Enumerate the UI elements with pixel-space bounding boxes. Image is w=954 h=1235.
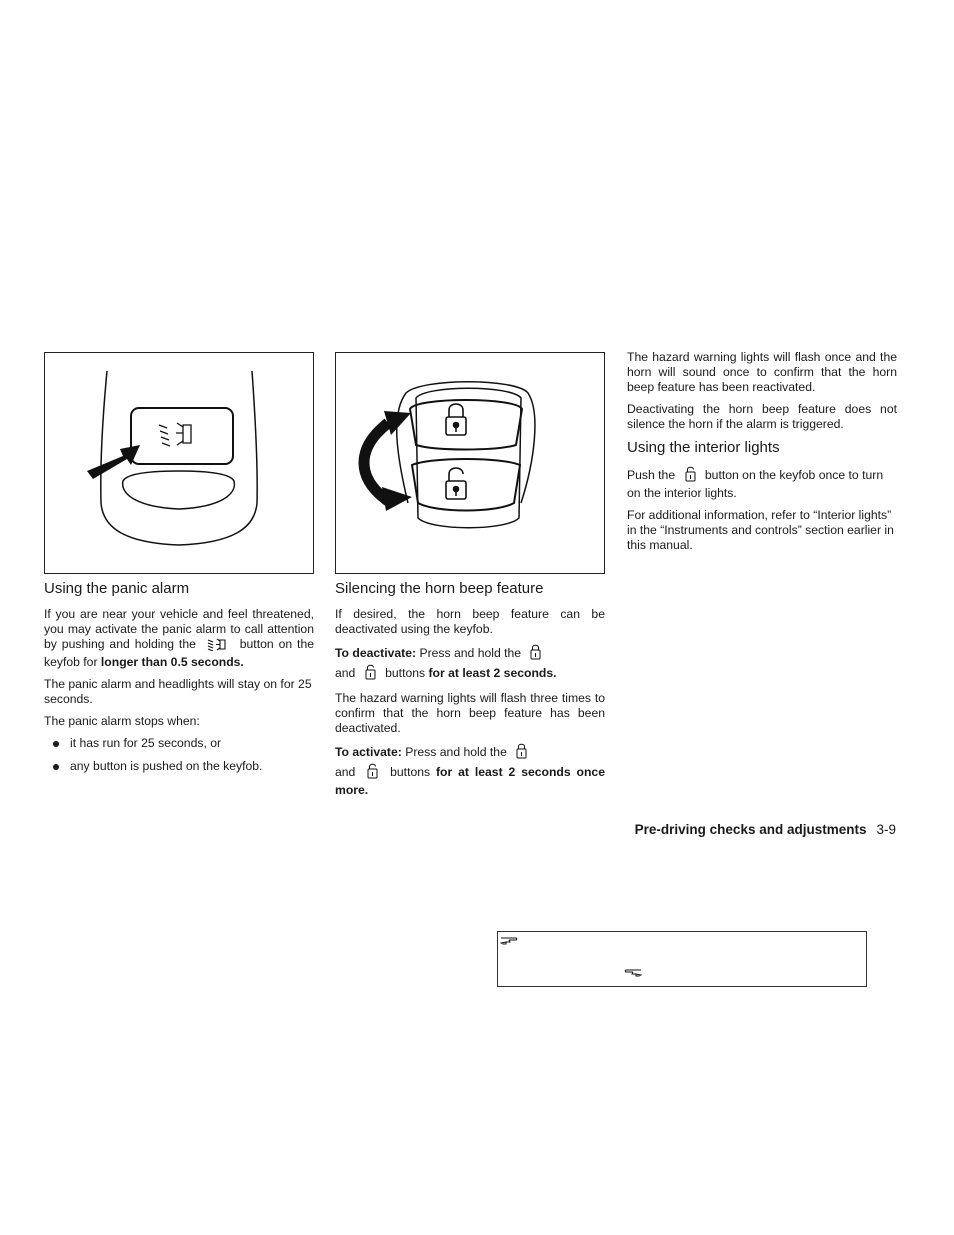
interior-light-icon	[685, 466, 696, 486]
interior-lights-instructions: Push the button on the keyfob once to turn on the interior lights.	[627, 468, 884, 500]
lock-icon	[516, 743, 527, 763]
alarm-note: Deactivating the horn beep feature does not silence the horn if the alarm is triggered.	[627, 402, 897, 431]
panic-alarm-icon	[207, 638, 229, 655]
activate-instructions: To activate: Press and hold the and buttons for at least 2 seconds once more.	[335, 745, 605, 797]
panic-alarm-duration: The panic alarm and headlights will stay on for 25 seconds.	[44, 677, 312, 706]
interior-lights-reference: For additional information, refer to “Interior lights” in the “Instruments and controls” section earlier in this manual.	[627, 508, 894, 552]
deactivate-instructions: To deactivate: Press and hold the and buttons for at least 2 seconds.	[335, 644, 605, 684]
page-number: 3-9	[876, 822, 896, 837]
section-title: Pre-driving checks and adjustments	[634, 822, 867, 837]
list-item: any button is pushed on the keyfob.	[44, 759, 314, 774]
unlock-icon	[367, 763, 378, 783]
panic-stop-list	[44, 736, 314, 774]
left-column	[44, 580, 314, 782]
panic-alarm-stops: The panic alarm stops when:	[44, 714, 200, 728]
panic-alarm-heading: Using the panic alarm	[44, 580, 190, 597]
page-footer	[600, 822, 896, 837]
reactivation-confirmation: The hazard warning lights will flash once and the horn will sound once to confirm that the horn beep feature has been reactivated.	[627, 350, 897, 394]
middle-column	[335, 580, 605, 805]
panic-alarm-paragraph: If you are near your vehicle and feel threatened, you may activate the panic alarm to call attention by pushing and holding the button on the keyfob for longer than 0.5 seconds.	[44, 607, 314, 669]
panic-alarm-illustration	[44, 352, 314, 574]
unlock-icon	[365, 664, 376, 684]
pointing-hand-icon	[500, 934, 518, 952]
note-box	[497, 931, 867, 987]
horn-beep-heading: Silencing the horn beep feature	[335, 580, 544, 597]
horn-beep-illustration	[335, 352, 605, 574]
right-column	[627, 350, 897, 560]
list-item: it has run for 25 seconds, or	[44, 736, 314, 751]
bullet-icon	[53, 741, 59, 747]
deactivate-confirmation: The hazard warning lights will flash three times to confirm that the horn beep feature has been deactivated.	[335, 691, 605, 735]
lock-icon	[530, 644, 541, 664]
interior-lights-heading: Using the interior lights	[627, 439, 780, 456]
bullet-icon	[53, 764, 59, 770]
horn-beep-intro: If desired, the horn beep feature can be deactivated using the keyfob.	[335, 607, 605, 636]
pointing-hand-icon	[624, 966, 642, 984]
